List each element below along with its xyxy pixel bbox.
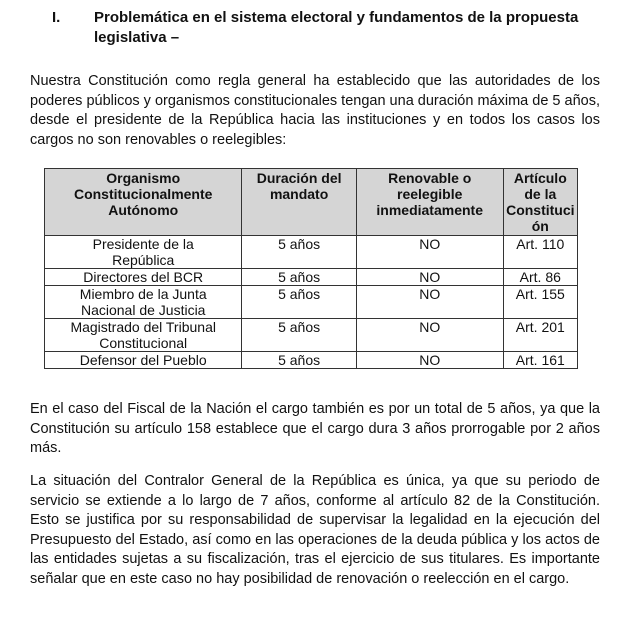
header-text: Organismo <box>106 170 181 186</box>
header-text: Duración del <box>256 170 342 186</box>
header-organismo <box>45 169 242 236</box>
header-text: Autónomo <box>108 202 179 218</box>
cell-organismo <box>45 319 242 352</box>
table-header-row <box>45 169 578 236</box>
header-text: de la <box>524 186 557 202</box>
header-text: mandato <box>269 186 329 202</box>
cell-organismo <box>45 236 242 269</box>
header-text: Constituci <box>506 202 575 218</box>
table-row <box>45 236 578 269</box>
cell-organismo <box>45 286 242 319</box>
cell-text: Defensor del Pueblo <box>79 352 207 368</box>
header-text: reelegible <box>397 186 463 202</box>
section-title-line-1: Problemática en el sistema electoral y fundamentos de la propuesta <box>94 9 579 26</box>
header-text: ón <box>531 218 549 234</box>
cell-duracion: 5 años <box>242 352 356 369</box>
cell-renovable: NO <box>356 236 503 269</box>
section-title-line-2: legislativa – <box>94 29 180 46</box>
cell-organismo <box>45 352 242 369</box>
cell-articulo: Art. 110 <box>503 236 577 269</box>
cell-articulo: Art. 161 <box>503 352 577 369</box>
cell-text: Magistrado del Tribunal <box>70 319 216 335</box>
table-row <box>45 286 578 319</box>
cell-text: Constitucional <box>99 335 188 351</box>
header-renovable <box>356 169 503 236</box>
table-row <box>45 319 578 352</box>
section-title <box>94 8 604 48</box>
section-number: I. <box>52 9 61 26</box>
table-row <box>45 269 578 286</box>
cell-text: Miembro de la Junta <box>79 286 207 302</box>
cell-text: Directores del BCR <box>83 269 204 285</box>
cell-duracion: 5 años <box>242 269 356 286</box>
header-text: inmediatamente <box>376 202 483 218</box>
cell-articulo: Art. 155 <box>503 286 577 319</box>
authorities-table <box>44 168 578 369</box>
cell-renovable: NO <box>356 352 503 369</box>
cell-renovable: NO <box>356 269 503 286</box>
cell-duracion: 5 años <box>242 319 356 352</box>
cell-text: Nacional de Justicia <box>80 302 206 318</box>
cell-organismo <box>45 269 242 286</box>
cell-text: Presidente de la <box>92 236 194 252</box>
cell-renovable: NO <box>356 319 503 352</box>
header-text: Renovable o <box>388 170 472 186</box>
cell-duracion: 5 años <box>242 286 356 319</box>
header-articulo <box>503 169 577 236</box>
header-text: Artículo <box>513 170 567 186</box>
cell-renovable: NO <box>356 286 503 319</box>
header-text: Constitucionalmente <box>73 186 213 202</box>
cell-articulo: Art. 201 <box>503 319 577 352</box>
intro-paragraph: Nuestra Constitución como regla general ha establecido que las autoridades de los poderes públicos y organismos constitucionales tengan una duración máxima de 5 años, desde el presidente de la República hacia las instituciones y en todos los casos los cargos no son renovables o reelegibles: <box>30 73 600 148</box>
header-duracion <box>242 169 356 236</box>
table-row <box>45 352 578 369</box>
contralor-paragraph: La situación del Contralor General de la República es única, ya que su periodo de servicio se extiende a lo largo de 7 años, conforme al artículo 82 de la Constitución. Esto se justifica por su responsabilidad de supervisar la legalidad en la ejecución del Presupuesto del Estado, así como en las operaciones de la deuda pública y los actos de las entidades sujetas a su fiscalización, tras el ejercicio de sus titulares. Es importante señalar que en este caso no hay posibilidad de renovación o reelección en el cargo. <box>30 473 600 587</box>
cell-duracion: 5 años <box>242 236 356 269</box>
cell-articulo: Art. 86 <box>503 269 577 286</box>
cell-text: República <box>112 252 175 268</box>
fiscal-paragraph: En el caso del Fiscal de la Nación el cargo también es por un total de 5 años, ya que la Constitución su artículo 158 establece que el cargo dura 3 años prorrogable por 2 años más. <box>30 401 600 456</box>
